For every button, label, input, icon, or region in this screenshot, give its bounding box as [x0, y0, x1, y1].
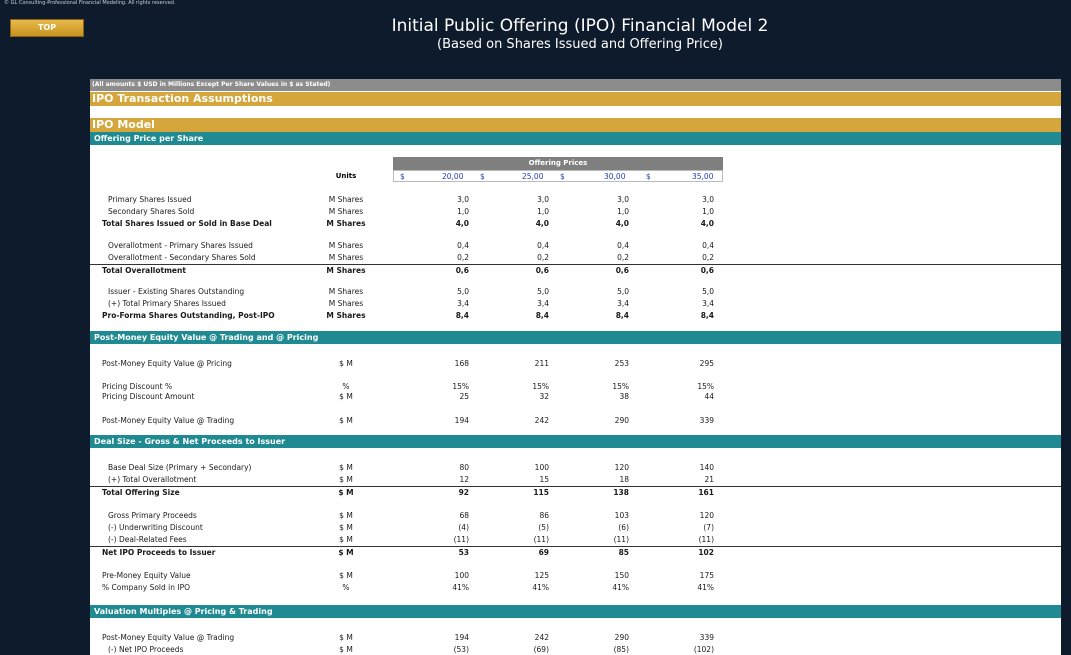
- table-row: [90, 206, 1061, 218]
- row-unit: $ M: [339, 359, 353, 368]
- row-value: (69): [533, 645, 549, 654]
- row-value: 0,4: [537, 241, 549, 250]
- row-value: 295: [699, 359, 714, 368]
- row-value: 3,4: [457, 299, 469, 308]
- section-ipo-assumptions[interactable]: IPO Transaction Assumptions: [90, 92, 1061, 106]
- row-label: Net IPO Proceeds to Issuer: [102, 548, 216, 557]
- row-value: 15: [539, 475, 549, 484]
- table-row: [90, 415, 1061, 427]
- row-unit: M Shares: [326, 311, 366, 320]
- row-label: Total Overallotment: [102, 266, 186, 275]
- table-row: [90, 240, 1061, 252]
- row-value: 12: [459, 475, 469, 484]
- units-header: Units: [335, 172, 357, 180]
- row-value: 4,0: [455, 219, 469, 228]
- row-value: 125: [534, 571, 549, 580]
- row-label: Total Shares Issued or Sold in Base Deal: [102, 219, 272, 228]
- row-unit: %: [342, 382, 350, 391]
- row-value: 41%: [612, 583, 629, 592]
- table-row: [90, 286, 1061, 298]
- row-value: 0,2: [537, 253, 549, 262]
- row-unit: M Shares: [328, 253, 364, 262]
- subsection-post-money: Post-Money Equity Value @ Trading and @ Pricing: [90, 331, 1061, 344]
- row-value: 53: [458, 548, 469, 557]
- amounts-note: (All amounts $ USD in Millions Except Per Share Values in $ as Stated): [90, 79, 1061, 91]
- row-label: Primary Shares Issued: [108, 195, 192, 204]
- row-unit: $ M: [339, 463, 353, 472]
- row-value: 18: [619, 475, 629, 484]
- row-label: Pro-Forma Shares Outstanding, Post-IPO: [102, 311, 275, 320]
- offering-price[interactable]: 20,00: [442, 172, 464, 181]
- row-value: 32: [539, 392, 549, 401]
- offering-prices-header: Offering Prices: [393, 157, 723, 170]
- table-row: [90, 391, 1061, 403]
- row-value: 5,0: [617, 287, 629, 296]
- table-row: [90, 298, 1061, 310]
- row-value: 339: [699, 416, 714, 425]
- row-value: (11): [613, 535, 629, 544]
- table-row: [90, 644, 1061, 655]
- row-value: 242: [534, 416, 549, 425]
- row-value: 0,6: [615, 266, 629, 275]
- currency-symbol: $: [480, 172, 485, 181]
- row-label: Pricing Discount %: [102, 382, 173, 391]
- row-value: (11): [453, 535, 469, 544]
- table-row: [90, 486, 1061, 499]
- currency-symbol: $: [400, 172, 405, 181]
- row-value: 69: [538, 548, 549, 557]
- page-subtitle: (Based on Shares Issued and Offering Price): [437, 37, 723, 52]
- row-value: 194: [454, 633, 469, 642]
- table-row: [90, 358, 1061, 370]
- row-value: 1,0: [617, 207, 629, 216]
- row-value: 3,0: [617, 195, 629, 204]
- row-value: 86: [539, 511, 549, 520]
- row-value: 8,4: [535, 311, 549, 320]
- row-value: 100: [534, 463, 549, 472]
- row-value: 5,0: [457, 287, 469, 296]
- row-unit: M Shares: [328, 207, 364, 216]
- row-value: 41%: [697, 583, 714, 592]
- row-value: 0,4: [702, 241, 714, 250]
- row-label: % Company Sold in IPO: [102, 583, 191, 592]
- row-unit: $ M: [338, 488, 354, 497]
- row-label: (+) Total Primary Shares Issued: [108, 299, 226, 308]
- row-value: 3,0: [457, 195, 469, 204]
- row-value: 3,0: [537, 195, 549, 204]
- row-value: 41%: [532, 583, 549, 592]
- row-value: 0,6: [455, 266, 469, 275]
- table-row: [90, 582, 1061, 594]
- row-label: Post-Money Equity Value @ Pricing: [102, 359, 232, 368]
- row-unit: $ M: [339, 523, 353, 532]
- table-row: [90, 570, 1061, 582]
- row-value: 4,0: [700, 219, 714, 228]
- row-label: Pre-Money Equity Value: [102, 571, 191, 580]
- table-row: [90, 632, 1061, 644]
- row-value: 120: [614, 463, 629, 472]
- row-value: 5,0: [702, 287, 714, 296]
- offering-price[interactable]: 35,00: [692, 172, 714, 181]
- table-row: [90, 522, 1061, 534]
- row-value: 290: [614, 633, 629, 642]
- row-value: 15%: [452, 382, 469, 391]
- table-row: [90, 510, 1061, 522]
- row-value: 5,0: [537, 287, 549, 296]
- row-unit: %: [342, 583, 350, 592]
- row-value: 80: [459, 463, 469, 472]
- row-value: 0,6: [535, 266, 549, 275]
- spreadsheet: [90, 79, 1061, 655]
- row-value: 15%: [532, 382, 549, 391]
- subsection-valuation: Valuation Multiples @ Pricing & Trading: [90, 605, 1061, 618]
- row-value: 8,4: [615, 311, 629, 320]
- row-unit: $ M: [339, 416, 353, 425]
- table-row: [90, 474, 1061, 486]
- row-value: 4,0: [535, 219, 549, 228]
- row-value: (11): [698, 535, 714, 544]
- row-value: 194: [454, 416, 469, 425]
- offering-prices-row: [393, 170, 723, 182]
- row-value: 15%: [612, 382, 629, 391]
- row-value: 3,4: [702, 299, 714, 308]
- offering-price[interactable]: 25,00: [522, 172, 544, 181]
- row-value: 115: [533, 488, 549, 497]
- row-value: 92: [458, 488, 469, 497]
- currency-symbol: $: [646, 172, 651, 181]
- row-value: 150: [614, 571, 629, 580]
- row-value: 242: [534, 633, 549, 642]
- row-value: 25: [459, 392, 469, 401]
- row-unit: $ M: [339, 511, 353, 520]
- row-label: Gross Primary Proceeds: [108, 511, 197, 520]
- row-unit: $ M: [338, 548, 354, 557]
- row-label: (-) Underwriting Discount: [108, 523, 203, 532]
- row-value: 1,0: [457, 207, 469, 216]
- row-unit: $ M: [339, 535, 353, 544]
- row-unit: $ M: [339, 571, 353, 580]
- subsection-deal-size: Deal Size - Gross & Net Proceeds to Issuer: [90, 435, 1061, 448]
- row-value: 4,0: [615, 219, 629, 228]
- row-value: 120: [699, 511, 714, 520]
- row-value: (6): [618, 523, 629, 532]
- row-value: 3,0: [702, 195, 714, 204]
- row-value: 161: [698, 488, 714, 497]
- row-value: 103: [614, 511, 629, 520]
- table-row: [90, 310, 1061, 322]
- row-value: 0,4: [457, 241, 469, 250]
- row-value: 0,2: [617, 253, 629, 262]
- row-value: 100: [454, 571, 469, 580]
- row-unit: $ M: [339, 475, 353, 484]
- row-value: (7): [703, 523, 714, 532]
- row-value: (85): [613, 645, 629, 654]
- row-value: 8,4: [455, 311, 469, 320]
- row-value: 0,2: [702, 253, 714, 262]
- row-value: 68: [459, 511, 469, 520]
- row-value: (102): [693, 645, 714, 654]
- row-value: (11): [533, 535, 549, 544]
- row-value: 15%: [697, 382, 714, 391]
- currency-symbol: $: [560, 172, 565, 181]
- row-value: 102: [698, 548, 714, 557]
- row-unit: $ M: [339, 633, 353, 642]
- top-button[interactable]: TOP: [10, 19, 84, 37]
- row-label: Secondary Shares Sold: [108, 207, 195, 216]
- row-label: (-) Net IPO Proceeds: [108, 645, 184, 654]
- row-value: 3,4: [537, 299, 549, 308]
- row-unit: M Shares: [326, 219, 366, 228]
- row-value: 8,4: [700, 311, 714, 320]
- row-value: (53): [453, 645, 469, 654]
- table-row: [90, 252, 1061, 264]
- row-value: (5): [538, 523, 549, 532]
- row-unit: M Shares: [328, 241, 364, 250]
- row-label: Total Offering Size: [102, 488, 180, 497]
- row-value: 85: [618, 548, 629, 557]
- table-row: [90, 546, 1061, 559]
- row-value: 0,6: [700, 266, 714, 275]
- row-label: Post-Money Equity Value @ Trading: [102, 633, 235, 642]
- row-value: 3,4: [617, 299, 629, 308]
- row-value: 140: [699, 463, 714, 472]
- row-label: Base Deal Size (Primary + Secondary): [108, 463, 252, 472]
- row-label: Pricing Discount Amount: [102, 392, 195, 401]
- row-label: Overallotment - Secondary Shares Sold: [108, 253, 256, 262]
- table-row: [90, 534, 1061, 546]
- row-value: 168: [454, 359, 469, 368]
- row-value: 38: [619, 392, 629, 401]
- table-row: [90, 218, 1061, 230]
- row-value: 44: [704, 392, 714, 401]
- section-ipo-model[interactable]: IPO Model: [90, 118, 1061, 132]
- row-value: 138: [613, 488, 629, 497]
- row-value: 0,2: [457, 253, 469, 262]
- row-value: (4): [458, 523, 469, 532]
- row-value: 21: [704, 475, 714, 484]
- row-label: (-) Deal-Related Fees: [108, 535, 187, 544]
- row-value: 290: [614, 416, 629, 425]
- offering-price[interactable]: 30,00: [604, 172, 626, 181]
- page-title: Initial Public Offering (IPO) Financial Model 2: [391, 16, 769, 36]
- row-unit: $ M: [339, 392, 353, 401]
- row-value: 175: [699, 571, 714, 580]
- row-value: 253: [614, 359, 629, 368]
- row-value: 339: [699, 633, 714, 642]
- row-unit: M Shares: [326, 266, 366, 275]
- table-row: [90, 194, 1061, 206]
- row-label: (+) Total Overallotment: [108, 475, 197, 484]
- row-unit: $ M: [339, 645, 353, 654]
- row-label: Post-Money Equity Value @ Trading: [102, 416, 235, 425]
- row-unit: M Shares: [328, 299, 364, 308]
- row-label: Issuer - Existing Shares Outstanding: [108, 287, 245, 296]
- row-unit: M Shares: [328, 195, 364, 204]
- table-row: [90, 264, 1061, 277]
- row-value: 0,4: [617, 241, 629, 250]
- copyright-text: © GL Consulting-Professional Financial Modeling. All rights reserved.: [4, 0, 176, 6]
- row-label: Overallotment - Primary Shares Issued: [108, 241, 253, 250]
- row-value: 211: [534, 359, 549, 368]
- row-value: 41%: [452, 583, 469, 592]
- row-unit: M Shares: [328, 287, 364, 296]
- row-value: 1,0: [537, 207, 549, 216]
- subsection-offering-price: Offering Price per Share: [90, 132, 1061, 145]
- table-row: [90, 462, 1061, 474]
- row-value: 1,0: [702, 207, 714, 216]
